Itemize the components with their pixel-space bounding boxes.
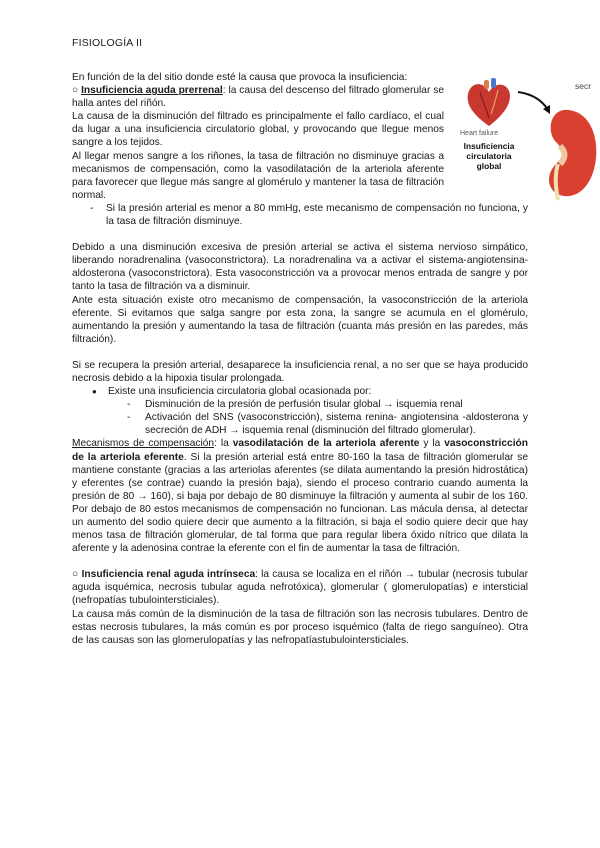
figure-caption: Heart failure xyxy=(460,130,499,137)
mechanisms-bold-2: vasoconstricción de la arteriola eferente xyxy=(72,438,528,463)
dash-item: - Si la presión arterial es menor a 80 mmHg, este mecanismo de compensación no funciona, y la tasa de filtración disminuye. xyxy=(72,202,528,228)
bullet-list xyxy=(72,385,528,398)
figure-label-line: global xyxy=(476,161,502,171)
intrinseca-paragraph-1: La causa más común de la disminución de la tasa de filtración son las necrosis tubulares. Dentro de estas necrosis tubulares, la más común es por proceso isquémico (falta de riego sanguíneo). Otra de las causas son las glomerulopatías y las nefropatíastubulointersticiales. xyxy=(72,608,528,646)
intrinseca-section xyxy=(72,568,528,647)
mechanisms-label: Mecanismos de compensación xyxy=(72,438,215,450)
figure-label-line: Insuficiencia xyxy=(463,141,515,151)
mechanisms-paragraph xyxy=(72,437,528,555)
figure-corner-text: secr xyxy=(575,81,592,91)
intrinseca-bullet: ○ xyxy=(72,569,79,581)
intrinseca-desc: : la causa se localiza en el riñón → tubular (necrosis tubular aguda isquémica, necrosis tubular aguda nefrotóxica), glomerular ( glomerulopatías) e intersticial (nefropatías tubulointersticiales). xyxy=(72,569,528,607)
mechanisms-and: y la xyxy=(419,438,445,450)
prerrenal-paragraph-3: Debido a una disminución excesiva de presión arterial se activa el sistema nervioso simpático, liberando noradrenalina (vasoconstrictora). La noradrenalina va a activar el sistema-angiotensina-aldosterona (vasoconstrictora). Esta vasoconstricción va a provocar menos entrada de sangre y por tanto la tasa de filtración va a disminuir. xyxy=(72,242,528,293)
prerrenal-paragraph-2: Al llegar menos sangre a los riñones, la tasa de filtración no disminuye gracias a mecanismos de compensación, como la vasodilatación de la arteriola aferente para favorecer que llegue más sangre al glomérulo y mantener la tasa de filtración normal. xyxy=(72,150,444,201)
prerrenal-bullet: ○ xyxy=(72,85,79,97)
prerrenal-paragraph-5: Si se recupera la presión arterial, desaparece la insuficiencia renal, a no ser que se haya producido necrosis debido a la hipoxia tisular prolongada. xyxy=(72,359,528,384)
prerrenal-section xyxy=(72,84,528,555)
prerrenal-desc: : la causa del descenso del filtrado glomerular se halla antes del riñón. xyxy=(72,85,444,110)
prerrenal-heading xyxy=(72,84,528,110)
intrinseca-title: Insuficiencia renal aguda intrínseca xyxy=(81,569,256,581)
prerrenal-title: Insuficiencia aguda prerrenal xyxy=(81,85,223,97)
sub-dash-item: - Disminución de la presión de perfusión tisular global → isquemia renal xyxy=(72,398,528,411)
intro-paragraph: En función de la del sitio donde esté la causa que provoca la insuficiencia: xyxy=(72,72,408,83)
intrinseca-heading xyxy=(72,568,528,607)
prerrenal-paragraph-4: Ante esta situación existe otro mecanismo de compensación, la vasoconstricción de la arteriola eferente. Si evitamos que salga sangre por esta zona, la sangre se acumula en el glomérulo, aumentando la presión y aumentando la tasa de filtración (cuanta más presión en las paredes, más filtración). xyxy=(72,294,528,345)
prerrenal-paragraph-1: La causa de la disminución del filtrado es principalmente el fallo cardíaco, el cual da lugar a una insuficiencia circulatorio global, y provocando que llegue menos sangre a los tejidos. xyxy=(72,111,444,149)
document-body xyxy=(72,71,528,647)
mechanisms-colon: : la xyxy=(214,438,233,450)
bullet-item: ● Existe una insuficiencia circulatoria global ocasionada por: xyxy=(72,385,528,398)
figure-label-line: circulatoria xyxy=(466,151,512,161)
sub-dash-item: - Activación del SNS (vasoconstricción), sistema renina- angiotensina -aldosterona y secreción de ADH → isquemia renal (disminución del filtrado glomerular). xyxy=(72,411,528,437)
sub-dash-list xyxy=(72,398,528,437)
kidney-icon xyxy=(538,106,600,201)
mechanisms-rest: . Si la presión arterial está entre 80-160 la tasa de filtración glomerular se mantiene constante (gracias a las arteriolas aferentes (se dilata aumentando la presión hidrostática) y eferentes (se contrae) cuando la presión baja), siendo el proceso contrario cuando aumenta la presión de 80 → 160), si baja por debajo de 80 disminuye la filtración y aumenta al subir de los 160. Por debajo de 80 estos mecanismos de compensación no funcionan. Las mácula densa, al detectar un aumento del sodio quiere decir que aumento a la filtración, si baja el sodio quiere decir que hay menos tasa de filtración glomerular, de tal forma que para regular libera óxido nítrico que dilata la aferente y la adenosina contrae la eferente con el fin de aumentar la tasa de filtración. xyxy=(72,451,528,555)
page-header: FISIOLOGÍA II xyxy=(72,37,143,49)
dash-list xyxy=(72,202,528,228)
mechanisms-bold-1: vasodilatación de la arteriola aferente xyxy=(232,438,420,450)
